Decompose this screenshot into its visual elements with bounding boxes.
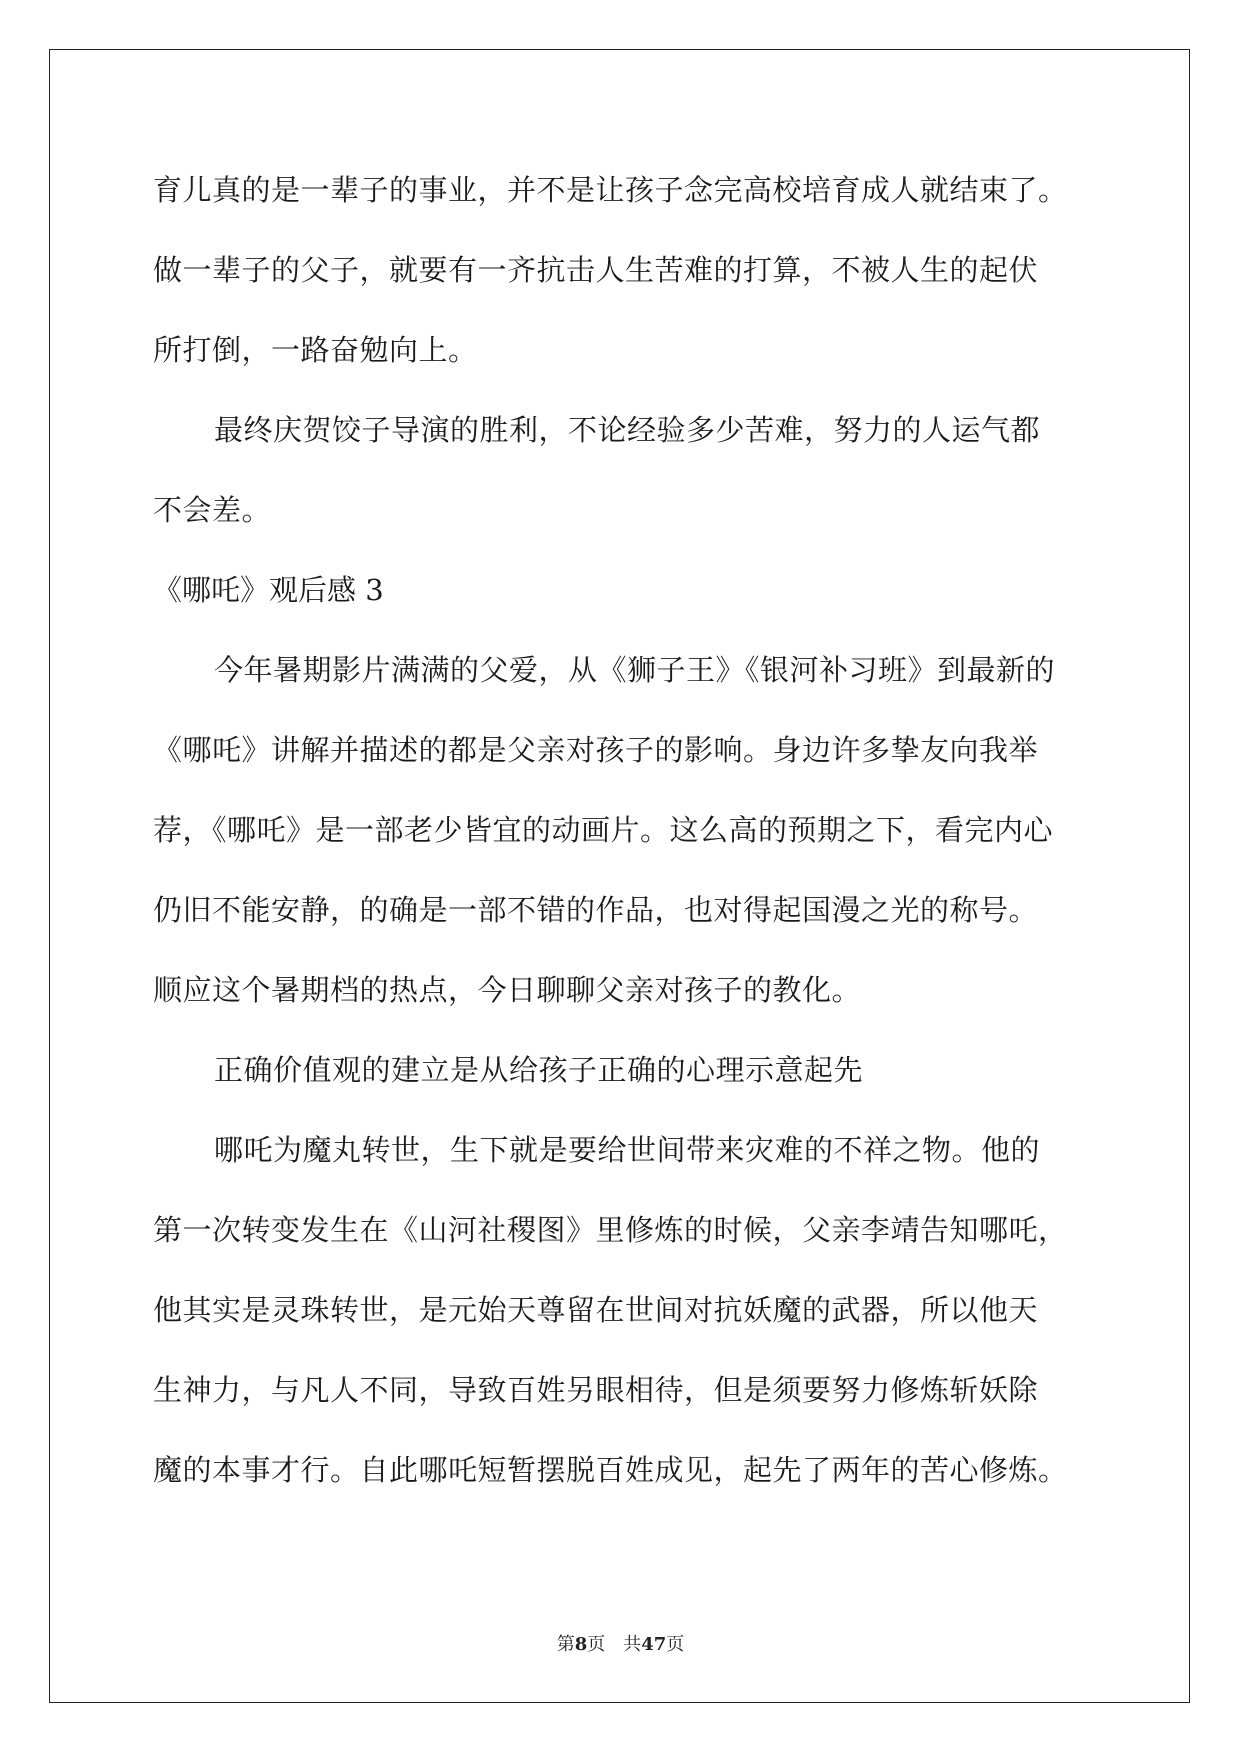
section-heading: 《哪吒》观后感 3 xyxy=(153,573,384,607)
page-number: 8 xyxy=(574,1634,588,1655)
body-line: 不会差。 xyxy=(153,493,272,527)
body-line: 做一辈子的父子，就要有一齐抗击人生苦难的打算，不被人生的起伏 xyxy=(153,253,1039,287)
body-line: 魔的本事才行。自此哪吒短暂摆脱百姓成见，起先了两年的苦心修炼。 xyxy=(153,1453,1068,1487)
body-line: 他其实是灵珠转世，是元始天尊留在世间对抗妖魔的武器，所以他天 xyxy=(153,1293,1039,1327)
page-suffix: 页 xyxy=(587,1634,606,1655)
body-line: 《哪吒》讲解并描述的都是父亲对孩子的影响。身边许多挚友向我举 xyxy=(153,733,1039,767)
paragraph-first-line: 最终庆贺饺子导演的胜利，不论经验多少苦难，努力的人运气都 xyxy=(214,413,1041,447)
total-prefix: 共 xyxy=(623,1634,642,1655)
body-line: 顺应这个暑期档的热点，今日聊聊父亲对孩子的教化。 xyxy=(153,973,862,1007)
page-footer xyxy=(0,1633,1241,1657)
body-line: 第一次转变发生在《山河社稷图》里修炼的时候，父亲李靖告知哪吒， xyxy=(153,1213,1068,1247)
paragraph-first-line: 哪吒为魔丸转世，生下就是要给世间带来灾难的不祥之物。他的 xyxy=(214,1133,1041,1167)
body-line: 育儿真的是一辈子的事业，并不是让孩子念完高校培育成人就结束了。 xyxy=(153,173,1068,207)
paragraph-first-line: 今年暑期影片满满的父爱，从《狮子王》《银河补习班》到最新的 xyxy=(214,653,1056,687)
body-line: 生神力，与凡人不同，导致百姓另眼相待，但是须要努力修炼斩妖除 xyxy=(153,1373,1039,1407)
total-suffix: 页 xyxy=(666,1634,685,1655)
total-pages: 47 xyxy=(641,1634,667,1655)
page-prefix: 第 xyxy=(556,1634,575,1655)
body-line: 仍旧不能安静，的确是一部不错的作品，也对得起国漫之光的称号。 xyxy=(153,893,1039,927)
body-line: 荐，《哪吒》是一部老少皆宜的动画片。这么高的预期之下，看完内心 xyxy=(153,813,1054,847)
subheading-line: 正确价值观的建立是从给孩子正确的心理示意起先 xyxy=(214,1053,864,1087)
body-line: 所打倒，一路奋勉向上。 xyxy=(153,333,478,367)
